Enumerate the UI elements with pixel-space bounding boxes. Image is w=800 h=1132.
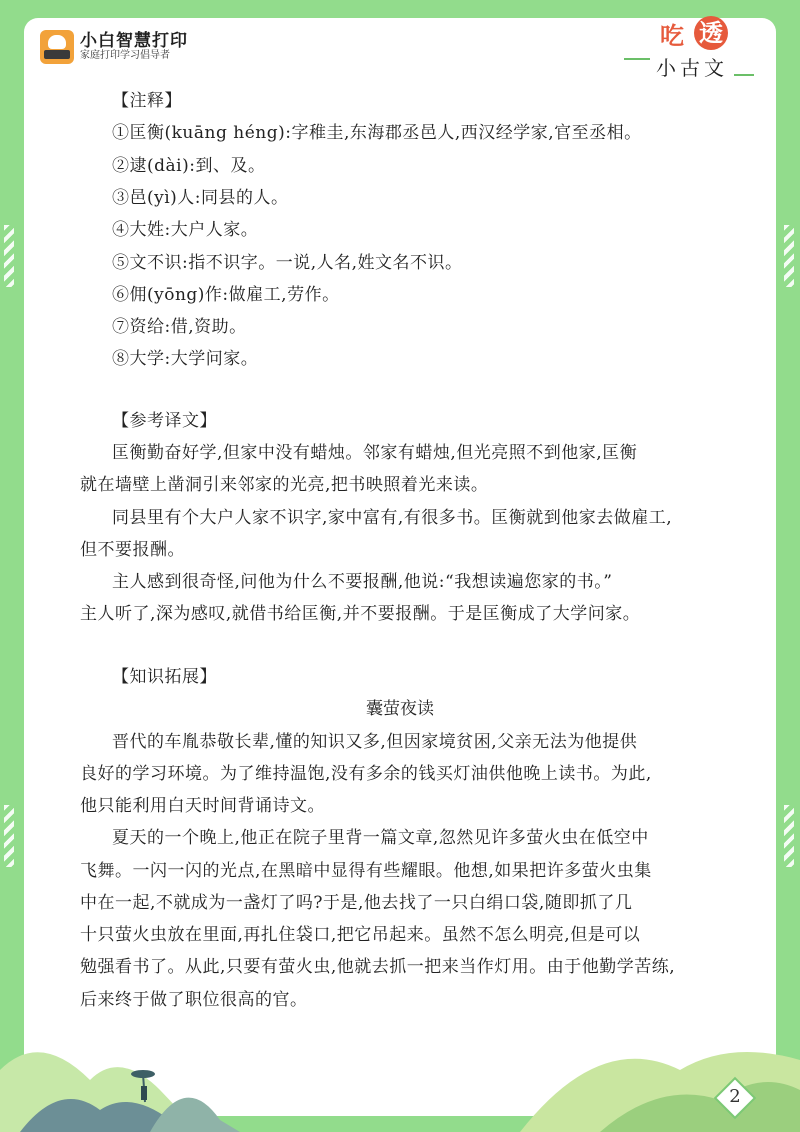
- extension-heading: 【知识拓展】: [112, 667, 217, 687]
- note-item: ⑦资给:借,资助。: [112, 317, 247, 337]
- series-char-2: 透: [694, 16, 728, 50]
- translation-line: 同县里有个大户人家不识字,家中富有,有很多书。匡衡就到他家去做雇工,: [112, 508, 673, 528]
- extension-title: 囊萤夜读: [366, 699, 434, 719]
- extension-line: 他只能利用白天时间背诵诗文。: [80, 796, 325, 816]
- extension-line: 晋代的车胤恭敬长辈,懂的知识又多,但因家境贫困,父亲无法为他提供: [112, 732, 638, 752]
- brand-title: 小白智慧打印: [80, 31, 188, 51]
- series-char-1: 吃: [660, 22, 684, 50]
- extension-line: 中在一起,不就成为一盏灯了吗?于是,他去找了一只白绢口袋,随即抓了几: [80, 893, 633, 913]
- note-item: ⑥佣(yōng)作:做雇工,劳作。: [112, 285, 340, 305]
- extension-line: 良好的学习环境。为了维持温饱,没有多余的钱买灯油供他晚上读书。为此,: [80, 764, 652, 784]
- series-subtitle: 小古文: [656, 56, 728, 80]
- notes-heading: 【注释】: [112, 91, 182, 111]
- translation-line: 就在墙壁上凿洞引来邻家的光亮,把书映照着光来读。: [80, 475, 489, 495]
- page-number: 2: [729, 1086, 741, 1107]
- brand-subtitle: 家庭打印学习倡导者: [80, 50, 170, 61]
- note-item: ③邑(yì)人:同县的人。: [112, 188, 289, 208]
- note-item: ⑤文不识:指不识字。一说,人名,姓文名不识。: [112, 253, 463, 273]
- translation-line: 但不要报酬。: [80, 540, 185, 560]
- extension-line: 十只萤火虫放在里面,再扎住袋口,把它吊起来。虽然不怎么明亮,但是可以: [80, 925, 641, 945]
- mountain-landscape-illustration: [0, 1010, 800, 1132]
- translation-line: 匡衡勤奋好学,但家中没有蜡烛。邻家有蜡烛,但光亮照不到他家,匡衡: [112, 443, 638, 463]
- extension-line: 夏天的一个晚上,他正在院子里背一篇文章,忽然见许多萤火虫在低空中: [112, 828, 649, 848]
- translation-line: 主人感到很奇怪,问他为什么不要报酬,他说:“我想读遍您家的书。”: [112, 572, 613, 592]
- extension-line: 勉强看书了。从此,只要有萤火虫,他就去抓一把来当作灯用。由于他勤学苦练,: [80, 957, 676, 977]
- note-item: ④大姓:大户人家。: [112, 220, 259, 240]
- note-item: ①匡衡(kuāng héng):字稚圭,东海郡丞邑人,西汉经学家,官至丞相。: [112, 123, 642, 143]
- extension-line: 后来终于做了职位很高的官。: [80, 990, 308, 1010]
- translation-heading: 【参考译文】: [112, 411, 217, 431]
- note-item: ②逮(dài):到、及。: [112, 156, 266, 176]
- extension-line: 飞舞。一闪一闪的光点,在黑暗中显得有些耀眼。他想,如果把许多萤火虫集: [80, 861, 652, 881]
- note-item: ⑧大学:大学问家。: [112, 349, 259, 369]
- translation-line: 主人听了,深为感叹,就借书给匡衡,并不要报酬。于是匡衡成了大学问家。: [80, 604, 641, 624]
